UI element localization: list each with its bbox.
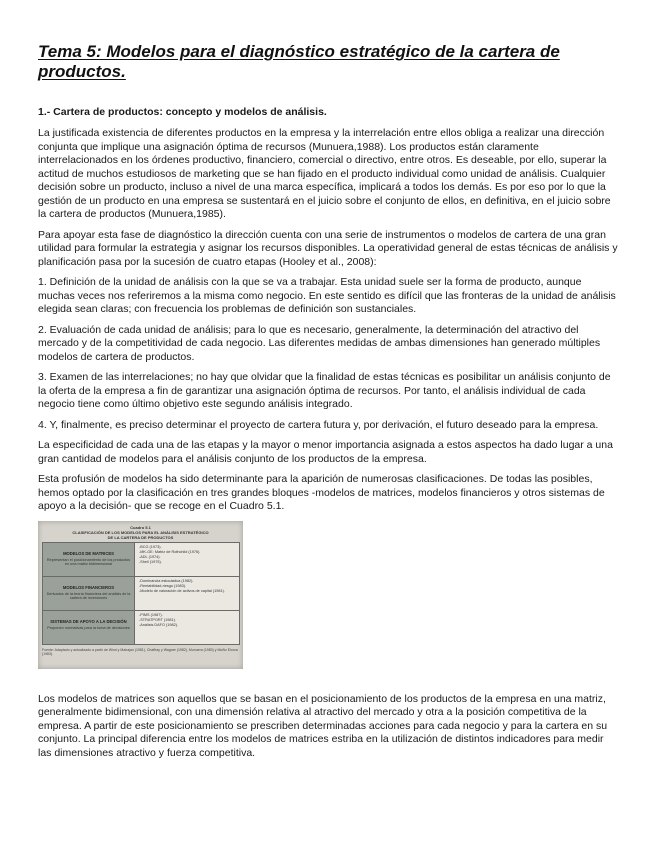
figure-row-item: -Shell (1975). <box>139 559 162 564</box>
figure-row <box>43 577 239 611</box>
paragraph-step-4: 4. Y, finalmente, es preciso determinar el proyecto de cartera futura y, por derivación, el futuro deseado para la empresa. <box>38 418 599 431</box>
cuadro-figure <box>38 521 243 669</box>
paragraph-step-3: 3. Examen de las interrelaciones; no hay que olvidar que la finalidad de estas técnicas es posibilitar un análisis conjunto de la oferta de la empresa a fin de garantizar una asignación óptima de recursos. Por tanto, el análisis individual de cada negocio tiene como último objetivo este segundo análisis integrado. <box>38 371 611 410</box>
figure-caption-line1: CLASIFICACIÓN DE LOS MODELOS PARA EL ANÁLISIS ESTRATÉGICO <box>72 529 209 535</box>
paragraph-specificity: La especificidad de cada una de las etapas y la mayor o menor importancia asignada a estos aspectos ha dado lugar a una gran cantidad de modelos para el análisis conjunto de los productos de la empresa. <box>38 439 613 465</box>
figure-row-desc: Representan el posicionamiento de los productos en una matriz bidimensional <box>46 557 131 566</box>
figure-row-item: -STRATPORT (1981). <box>139 617 176 622</box>
figure-row <box>43 543 239 577</box>
figure-row-title: MODELOS DE MATRICES <box>63 550 114 556</box>
figure-source: Fuente: Adaptado y actualizado a partir de Wind y Mahajan (1981), Chaffray y Wagner (1982), Munuera (1983) y Muñiz Elorza (1983). <box>42 647 238 656</box>
paragraph-matrix-models: Los modelos de matrices son aquellos que se basan en el posicionamiento de los productos de la empresa en una matriz, generalmente bidimensional, con una dimensión relativa al atractivo del mercado y otra a la posición competitiva de la empresa. A partir de este posicionamiento se prescriben determinadas acciones para cada negocio y para la cartera en su conjunto. La principal diferencia entre los modelos de matrices estriba en la utilización de distintos indicadores para medir las dimensiones atractivo y fuerza competitiva. <box>38 692 608 759</box>
figure-caption-number: Cuadro 5.1 <box>130 524 151 530</box>
paragraph-diagnosis: Para apoyar esta fase de diagnóstico la dirección cuenta con una serie de instrumentos o modelos de cartera de una gran utilidad para formular la estrategia y asignar los recursos disponibles. La operatividad general de estas técnicas de análisis y planificación pasa por la sucesión de cuatro etapas (Hooley et al., 2008): <box>38 228 618 268</box>
section-heading: 1.- Cartera de productos: concepto y modelos de análisis. <box>38 106 327 118</box>
figure-row-title: MODELOS FINANCIEROS <box>62 584 115 590</box>
figure-row-desc: Proponen normativas para la toma de decisiones <box>47 625 130 630</box>
figure-row-item: -Dominancia estocástica (1982). <box>139 578 194 583</box>
figure-caption-line2: DE LA CARTERA DE PRODUCTOS <box>107 534 174 540</box>
page-title: Tema 5: Modelos para el diagnóstico estratégico de la cartera de productos. <box>38 42 560 81</box>
figure-row-title: SISTEMAS DE APOYO A LA DECISIÓN <box>50 618 127 624</box>
figure-row-item: -BCG (1973). <box>139 544 162 549</box>
paragraph-classification: Esta profusión de modelos ha sido determinante para la aparición de numerosas clasificaciones. De todas las posibles, hemos optado por la clasificación en tres grandes bloques -modelos de matrices, modelos financieros y otros sistemas de apoyo a la decisión- que se recoge en el Cuadro 5.1. <box>38 473 605 512</box>
paragraph-step-1: 1. Definición de la unidad de análisis con la que se va a trabajar. Esta unidad suele ser la forma de producto, aunque muchas veces nos referiremos a la misma como negocio. En este sentido es difícil que las fronteras de la unidad de análisis elegida sean claras; con frecuencia los problemas de definición son sustanciales. <box>38 276 616 315</box>
figure-row <box>43 611 239 644</box>
figure-row-item: -Modelo de valoración de activos de capital (1981). <box>139 588 225 593</box>
figure-row-item: -PIMS (1987). <box>139 612 163 617</box>
figure-row-item: -Rentabilidad-riesgo (1983). <box>139 583 187 588</box>
figure-row-item: -ADL (1974). <box>139 554 161 559</box>
figure-row-item: -Análisis DAFO (1982). <box>139 622 179 627</box>
paragraph-step-2: 2. Evaluación de cada unidad de análisis; para lo que es necesario, generalmente, la determinación del atractivo del mercado y de la competitividad de cada negocio. Las diferentes medidas de ambas dimensiones han generado múltiples modelos de cartera de productos. <box>38 323 601 363</box>
figure-row-item: -MK-GE: Matriz de Rothchild (1976). <box>139 549 201 554</box>
figure-row-desc: Derivados de la teoría financiera del análisis de la cartera de inversiones <box>46 591 131 600</box>
paragraph-intro: La justificada existencia de diferentes productos en la empresa y la interrelación entre ellos obliga a realizar una dirección conjunta que implique una asignación óptima de recursos (Munuera,1988). Los productos están claramente interrelacionados en los órdenes productivo, financiero, comercial o directivo, entre otros. Es deseable, por ello, superar la actitud de muchos estudiosos de marketing que se han fijado en el producto individual como unidad de análisis. Cualquier decisión sobre un producto, incluso a nivel de una marca específica, implicará a todos los demás. Es por eso por lo que la gestión de un producto en una empresa se sustentará en el juicio sobre el conjunto de ellos, en definitiva, en el juicio sobre la cartera de productos (Munuera,1985). <box>38 127 611 220</box>
figure-table <box>42 542 240 645</box>
